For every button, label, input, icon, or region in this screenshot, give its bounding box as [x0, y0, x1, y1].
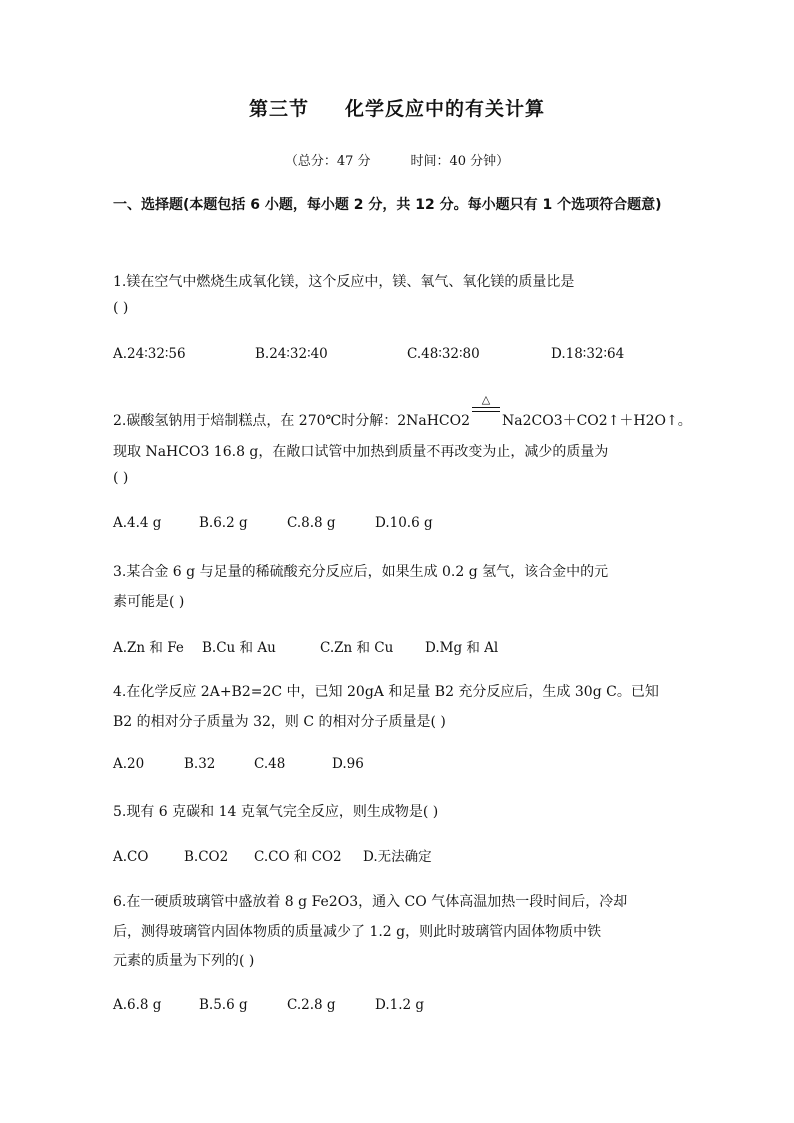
- option-b: B.Cu 和 Au: [202, 640, 276, 656]
- option-a: A.CO: [113, 849, 149, 865]
- option-c: C.2.8 g: [287, 997, 336, 1013]
- option-d: D.1.2 g: [375, 997, 425, 1013]
- title-topic: 化学反应中的有关计算: [345, 98, 546, 120]
- question-3-options: [113, 636, 498, 656]
- option-c: C.48∶32∶80: [407, 346, 480, 362]
- option-d: D.Mg 和 Al: [425, 640, 499, 656]
- question-3-text-line2: 素可能是( ): [113, 594, 185, 610]
- double-bar: [472, 407, 500, 412]
- question-1-options: [113, 346, 624, 362]
- question-1-answer-blank: ( ): [113, 300, 129, 316]
- question-2-text-end: Na2CO3＋CO2↑＋H2O↑。: [502, 413, 692, 429]
- heating-equals-sign: [471, 393, 501, 425]
- option-a: A.24∶32∶56: [113, 346, 186, 362]
- question-6-text-line3: 元素的质量为下列的( ): [113, 953, 255, 969]
- option-a: A.4.4 g: [113, 515, 162, 531]
- option-b: B.32: [184, 756, 216, 772]
- time-limit: 时间：40 分钟）: [410, 154, 510, 169]
- option-d: D.无法确定: [363, 849, 432, 865]
- option-a: A.20: [113, 756, 145, 772]
- option-a: A.6.8 g: [113, 997, 162, 1013]
- question-6-text: 6.在一硬质玻璃管中盛放着 8 g Fe2O3，通入 CO 气体高温加热一段时间后，冷却: [113, 894, 628, 910]
- question-2-text-start: 2.碳酸氢钠用于焙制糕点，在 270℃时分解：2NaHCO2: [113, 413, 470, 429]
- section-header: 一、选择题(本题包括 6 小题，每小题 2 分，共 12 分。每小题只有 1 个选项符合题意): [113, 197, 662, 213]
- question-2-answer-blank: ( ): [113, 470, 129, 486]
- option-c: C.8.8 g: [287, 515, 336, 531]
- option-b: B.5.6 g: [199, 997, 248, 1013]
- option-c: C.CO 和 CO2: [254, 849, 342, 865]
- question-4-text: 4.在化学反应 2A+B2=2C 中，已知 20gA 和足量 B2 充分反应后，生成 30g C。已知: [113, 684, 659, 700]
- question-4-text-line2: B2 的相对分子质量为 32，则 C 的相对分子质量是( ): [113, 714, 446, 730]
- option-a: A.Zn 和 Fe: [113, 640, 184, 656]
- total-score: （总分：47 分: [284, 154, 371, 169]
- question-1-text: 1.镁在空气中燃烧生成氧化镁，这个反应中，镁、氧气、氧化镁的质量比是: [113, 274, 575, 290]
- option-d: D.10.6 g: [375, 515, 433, 531]
- option-c: C.Zn 和 Cu: [320, 640, 394, 656]
- option-b: B.6.2 g: [199, 515, 248, 531]
- question-6-text-line2: 后，测得玻璃管内固体物质的质量减少了 1.2 g，则此时玻璃管内固体物质中铁: [113, 924, 602, 940]
- question-2-text: [113, 393, 703, 430]
- question-3-text: 3.某合金 6 g 与足量的稀硫酸充分反应后，如果生成 0.2 g 氢气，该合金中的元: [113, 564, 609, 580]
- title-section-number: 第三节: [248, 98, 309, 120]
- option-d: D.96: [332, 756, 364, 772]
- question-5-text: 5.现有 6 克碳和 14 克氧气完全反应，则生成物是( ): [113, 804, 439, 820]
- option-b: B.CO2: [184, 849, 229, 865]
- question-6-options: [113, 997, 424, 1013]
- question-2-text-line2: 现取 NaHCO3 16.8 g，在敞口试管中加热到质量不再改变为止，减少的质量为: [113, 444, 609, 460]
- page-title: [0, 94, 794, 121]
- option-c: C.48: [254, 756, 286, 772]
- exam-info: [0, 150, 794, 169]
- option-b: B.24∶32∶40: [255, 346, 328, 362]
- question-2-options: [113, 515, 433, 531]
- option-d: D.18∶32∶64: [551, 346, 625, 362]
- question-5-options: [113, 845, 432, 865]
- heating-triangle-icon: △: [481, 393, 491, 406]
- question-4-options: [113, 756, 364, 772]
